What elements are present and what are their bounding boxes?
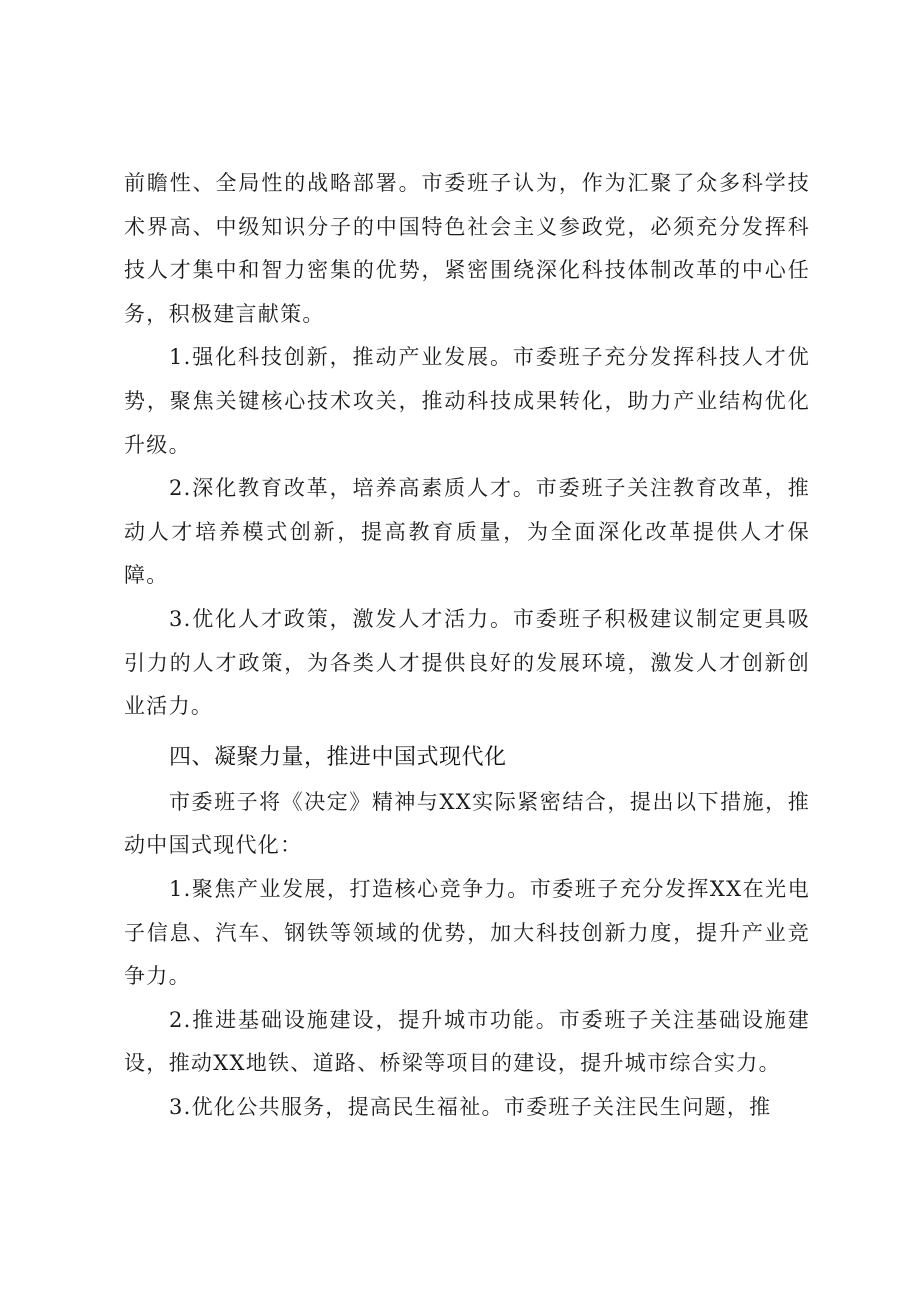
paragraph-strategy-continuation: 前瞻性、全局性的战略部署。市委班子认为，作为汇聚了众多科学技术界高、中级知识分子的中国特色社会主义参政党，必须充分发挥科技人才集中和智力密集的优势，紧密围绕深化科技体制改革的中心任务，积极建言献策。: [124, 171, 810, 326]
document-body: [124, 162, 810, 1129]
paragraph-modernization-intro: 市委班子将《决定》精神与XX实际紧密结合，提出以下措施，推动中国式现代化：: [124, 789, 810, 858]
paragraph-item-talent-policy: 3.优化人才政策，激发人才活力。市委班子积极建议制定更具吸引力的人才政策，为各类人才提供良好的发展环境，激发人才创新创业活力。: [124, 606, 810, 719]
paragraph-item-education-reform: 2.深化教育改革，培养高素质人才。市委班子关注教育改革，推动人才培养模式创新，提高教育质量，为全面深化改革提供人才保障。: [124, 476, 810, 588]
paragraph-item-infrastructure: 2.推进基础设施建设，提升城市功能。市委班子关注基础设施建设，推动XX地铁、道路、桥梁等项目的建设，提升城市综合实力。: [124, 1007, 810, 1076]
paragraph-item-industry-development: 1.聚焦产业发展，打造核心竞争力。市委班子充分发挥XX在光电子信息、汽车、钢铁等领域的优势，加大科技创新力度，提升产业竞争力。: [124, 876, 810, 989]
paragraph-item-tech-innovation: 1.强化科技创新，推动产业发展。市委班子充分发挥科技人才优势，聚焦关键核心技术攻关，推动科技成果转化，助力产业结构优化升级。: [124, 345, 810, 457]
section-heading-modernization: 四、凝聚力量，推进中国式现代化: [169, 744, 507, 770]
paragraph-item-public-services: 3.优化公共服务，提高民生福祉。市委班子关注民生问题，推: [169, 1094, 772, 1119]
